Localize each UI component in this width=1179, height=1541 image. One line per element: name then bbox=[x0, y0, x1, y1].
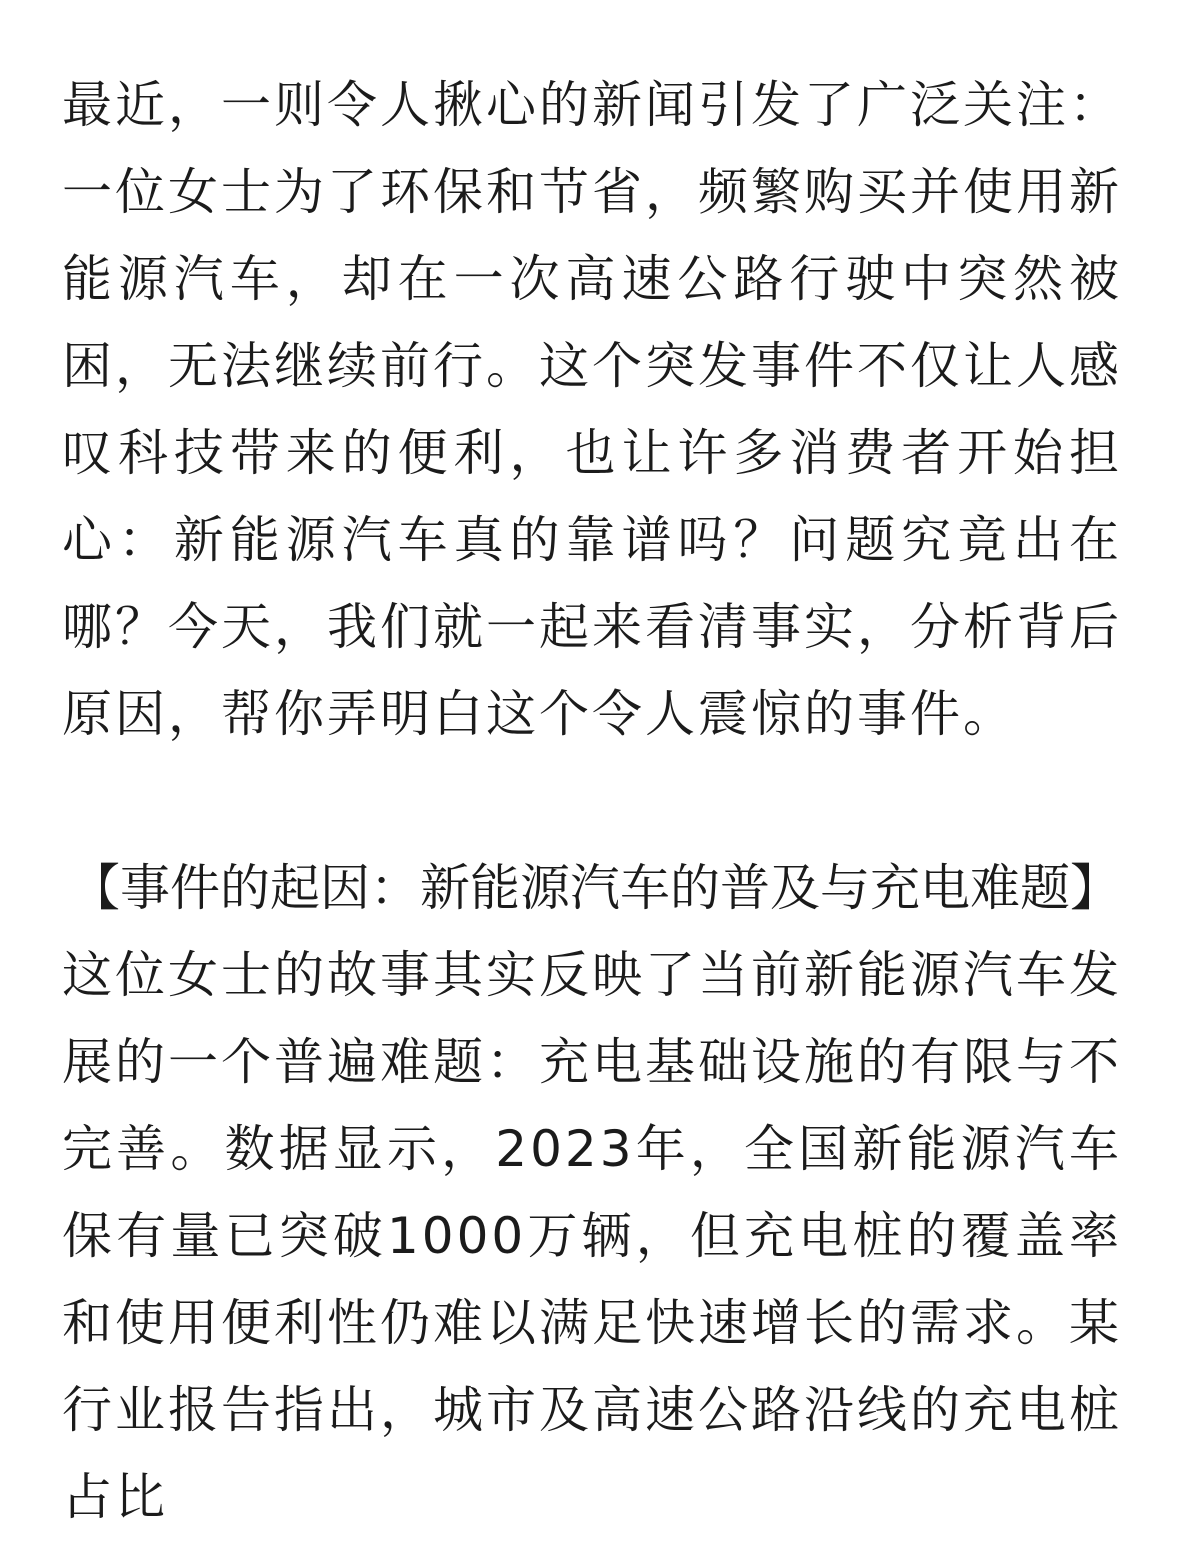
intro-paragraph: 最近，一则令人揪心的新闻引发了广泛关注：一位女士为了环保和节省，频繁购买并使用新能源汽车，却在一次高速公路行驶中突然被困，无法继续前行。这个突发事件不仅让人感叹科技带来的便利，也让许多消费者开始担心：新能源汽车真的靠谱吗？问题究竟出在哪？今天，我们就一起来看清事实，分析背后原因，帮你弄明白这个令人震惊的事件。 bbox=[62, 76, 1122, 743]
article-body bbox=[62, 62, 1122, 1541]
paragraph-spacer bbox=[62, 758, 1122, 845]
section-paragraph: 这位女士的故事其实反映了当前新能源汽车发展的一个普遍难题：充电基础设施的有限与不完善。数据显示，2023年，全国新能源汽车保有量已突破1000万辆，但充电桩的覆盖率和使用便利性仍难以满足快速增长的需求。某行业报告指出，城市及高速公路沿线的充电桩占比 bbox=[62, 946, 1122, 1526]
section-heading: 【事件的起因：新能源汽车的普及与充电难题】 bbox=[70, 859, 1120, 917]
